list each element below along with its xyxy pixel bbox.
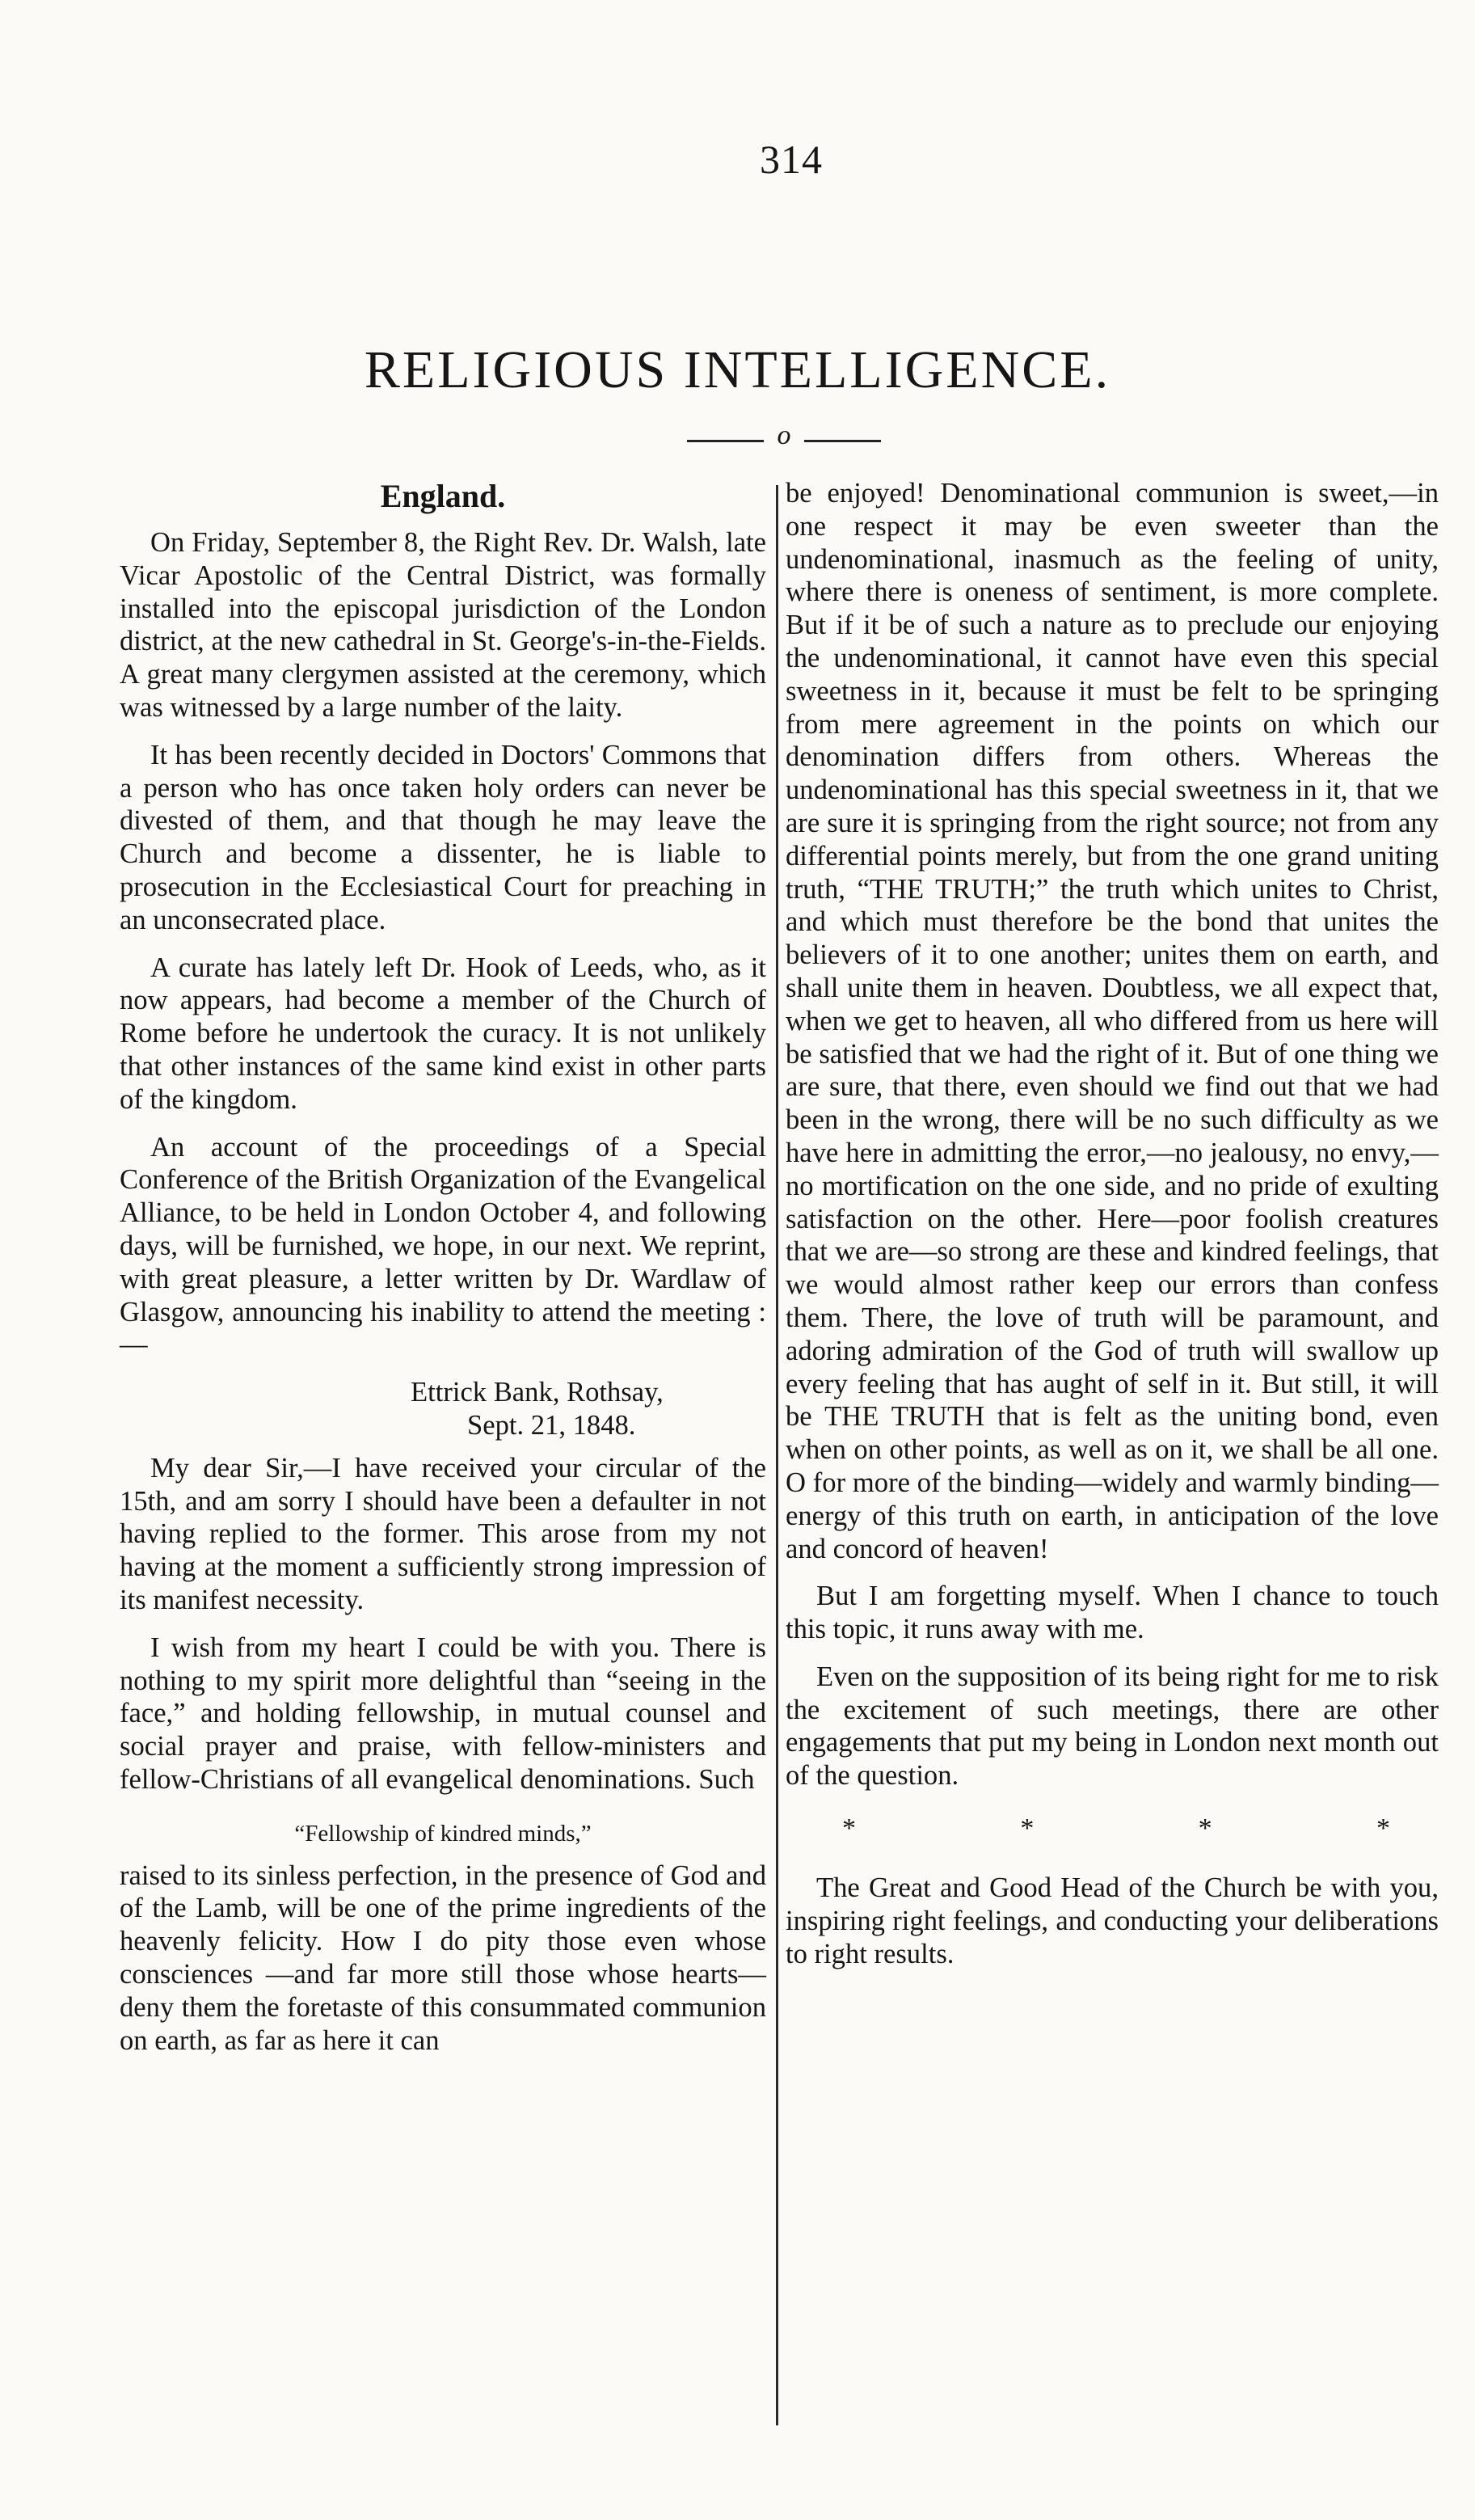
asterisk: *	[1198, 1813, 1212, 1844]
letter-paragraph: be enjoyed! Denominational communion is sweet,—in one respect it may be even sweeter than the undenominational, inasmuch as the feeling of unity, where there is oneness of sentiment, is more complete. But if it be of such a nature as to preclude our enjoying the undenominational, it cannot have even this special sweetness in it, because it must be felt to be springing from mere agreement in the points on which our denomination differs from others. Whereas the undenominational has this special sweetness in it, that we are sure it is springing from the right source; not from any differential points merely, but from the one grand uniting truth, “THE TRUTH;” the truth which unites to Christ, and which must therefore be the bond that unites the believers of it to one another; unites them on earth, and shall unite them in heaven. Doubtless, we all expect that, when we get to heaven, all who differed from us here will be satisfied that we had the right of it. But of one thing we are sure, that there, even should we find out that we had been in the wrong, there will be no such difficulty as we have here in admitting the error,—no jealousy, no envy,—no mortification on the one side, and no pride of exulting satisfaction on the other. Here—poor foolish creatures that we are—so strong are these and kindred feelings, that we would almost rather keep our errors than confess them. There, the love of truth will be paramount, and adoring admiration of the God of truth will swallow up every feeling that has aught of self in it. But still, it will be THE TRUTH that is felt as the uniting bond, even when on other points, as well as on it, we shall be all one. O for more of the binding—widely and warmly binding—energy of this truth on earth, in anticipation of the love and concord of heaven!	[786, 478, 1439, 1564]
section-heading-england: England.	[380, 478, 506, 514]
paragraph-bishop-installation: On Friday, September 8, the Right Rev. Dr. Walsh, late Vicar Apostolic of the Central District, was formally installed into the episcopal jurisdiction of the London district, at the new cathedral in St. George's-in-the-Fields. A great many clergymen assisted at the ceremony, which was witnessed by a large number of the laity.	[120, 527, 766, 723]
asterisk: *	[1376, 1813, 1390, 1844]
letter-closing-paragraph: The Great and Good Head of the Church be with you, inspiring right feelings, and conducting your deliberations to right results.	[786, 1872, 1439, 1969]
dateline-place: Ettrick Bank, Rothsay,	[411, 1377, 664, 1408]
asterisk: *	[1020, 1813, 1035, 1844]
paragraph-curate-leeds: A curate has lately left Dr. Hook of Leeds, who, as it now appears, had become a member of the Church of Rome before he undertook the curacy. It is not unlikely that other instances of the same kind exist in other parts of the kingdom.	[120, 952, 766, 1115]
asterisk-separator	[786, 1813, 1439, 1844]
paragraph-doctors-commons: It has been recently decided in Doctors' Commons that a person who has once taken holy orders can never be divested of them, and that though he may leave the Church and become a dissenter, he is liable to prosecution in the Ecclesiastical Court for preaching in an unconsecrated place.	[120, 739, 766, 935]
asterisk: *	[842, 1813, 856, 1844]
quotation-line: “Fellowship of kindred minds,”	[294, 1820, 592, 1847]
letter-paragraph: My dear Sir,—I have received your circular of the 15th, and am sorry I should have been a defaulter in not having replied to the former. This arose from my not having at the moment a sufficiently strong impression of its manifest necessity.	[120, 1452, 766, 1615]
letter-paragraph: But I am forgetting myself. When I chance to touch this topic, it runs away with me.	[786, 1581, 1439, 1645]
page-number: 314	[760, 137, 823, 182]
title-ornament-rule: o	[687, 420, 881, 451]
letter-paragraph: I wish from my heart I could be with you. There is nothing to my spirit more delightful than “seeing in the face,” and holding fellowship, in mutual counsel and social prayer and praise, with fellow-ministers and fellow-Christians of all evangelical denominations. Such	[120, 1631, 766, 1795]
letter-dateline	[120, 1376, 766, 1442]
page-title: RELIGIOUS INTELLIGENCE.	[364, 340, 1111, 399]
paragraph-evangelical-alliance: An account of the proceedings of a Special Conference of the British Organization of the Evangelical Alliance, to be held in London October 4, and following days, will be furnished, we hope, in our next. We reprint, with great pleasure, a letter written by Dr. Wardlaw of Glasgow, announcing his inability to attend the meeting :—	[120, 1131, 766, 1361]
right-column	[786, 477, 1439, 1985]
letter-paragraph: raised to its sinless perfection, in the presence of God and of the Lamb, will be one of the prime ingredients of the heavenly felicity. How I do pity those even whose consciences —and far more still those whose hearts— deny them the foretaste of this consummated communion on earth, as far as here it can	[120, 1859, 766, 2056]
left-column	[120, 477, 766, 2071]
dateline-date: Sept. 21, 1848.	[467, 1409, 636, 1441]
column-divider	[776, 485, 778, 2425]
letter-paragraph: Even on the supposition of its being right for me to risk the excitement of such meetings, there are other engagements that put my being in London next month out of the question.	[786, 1661, 1439, 1792]
